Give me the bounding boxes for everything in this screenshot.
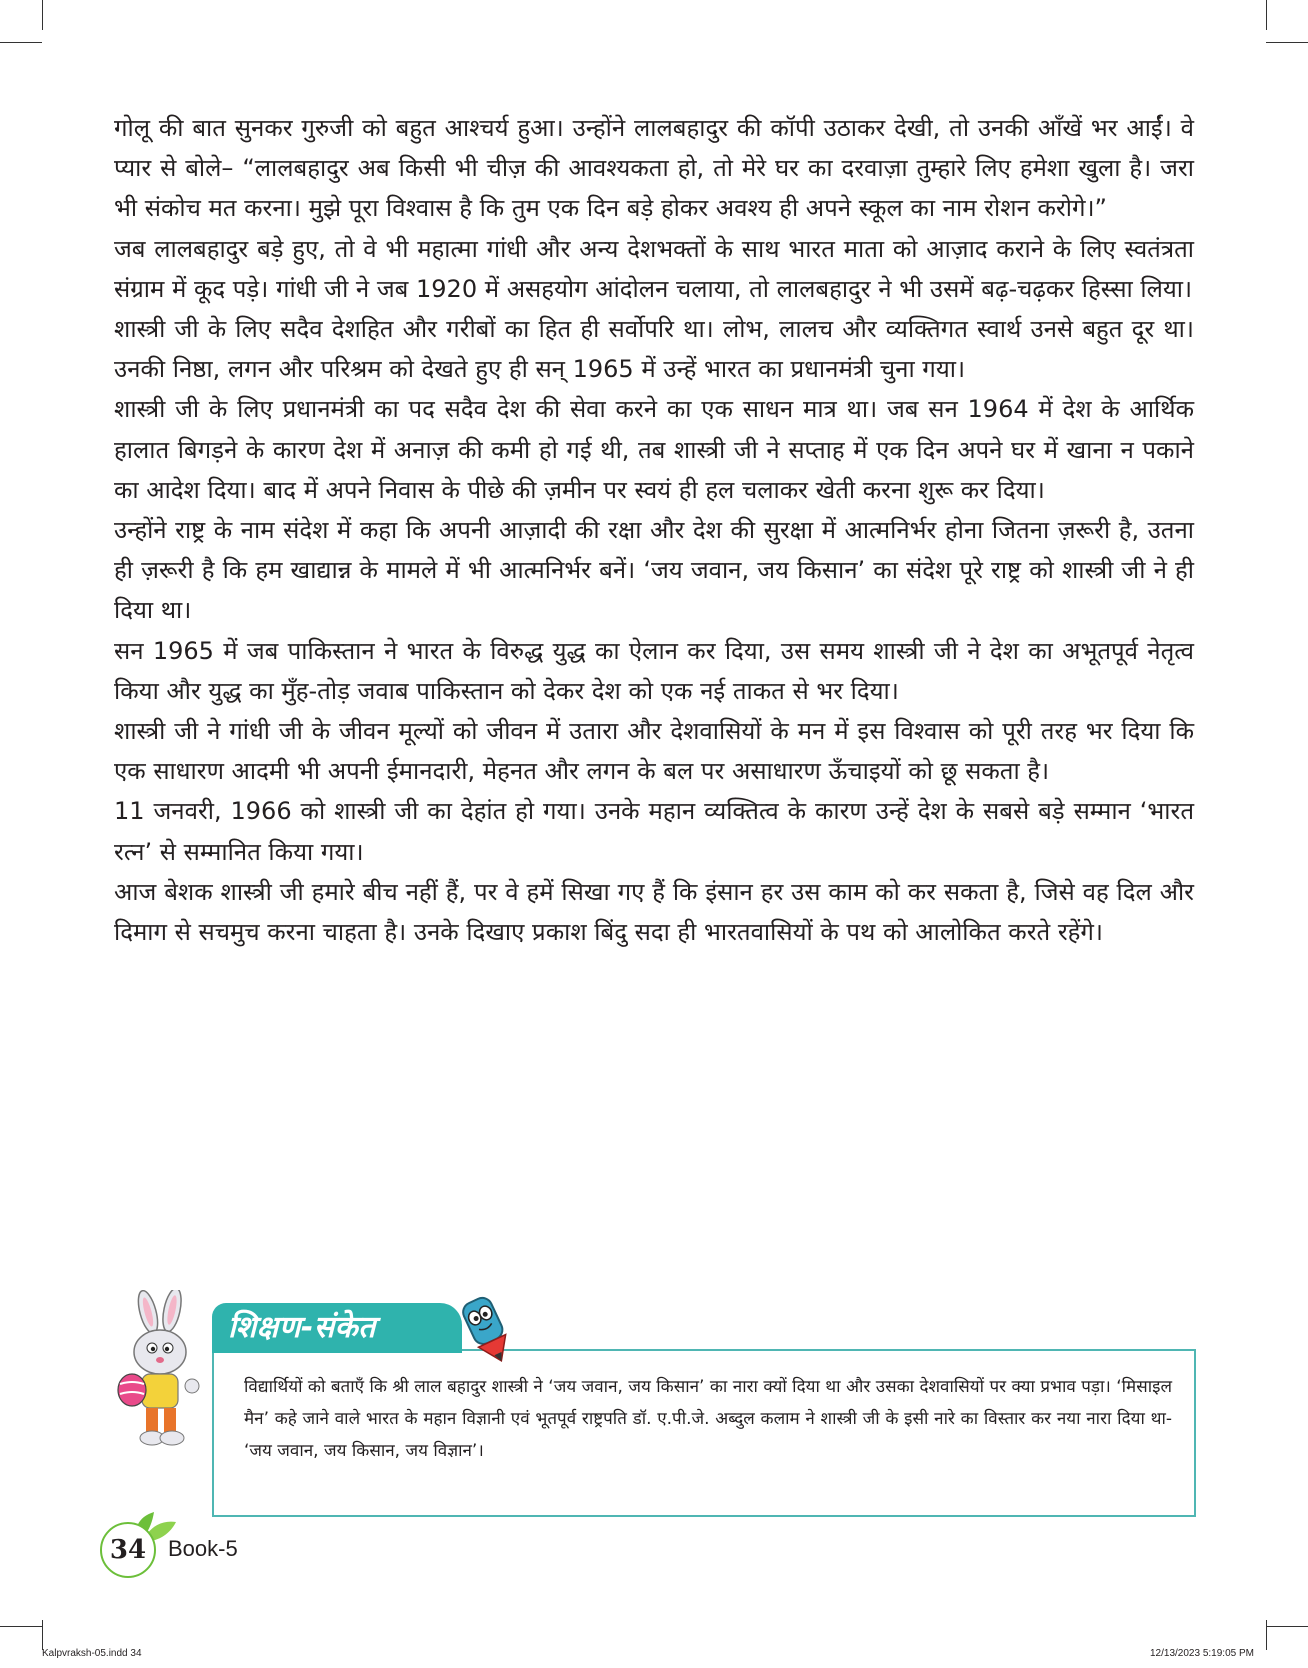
paragraph: जब लालबहादुर बड़े हुए, तो वे भी महात्मा गांधी और अन्य देशभक्तों के साथ भारत माता को आज़ाद कराने के लिए स्वतंत्रता संग्राम में कूद पड़े। गांधी जी ने जब 1920 में असहयोग आंदोलन चलाया, तो लालबहादुर ने भी उसमें बढ़-चढ़कर हिस्सा लिया। <box>114 234 1194 303</box>
crop-mark-top-left <box>42 0 43 30</box>
crop-mark-top-left-h <box>0 42 42 43</box>
crop-mark-bottom-right-h <box>1266 1626 1308 1627</box>
paragraph: उन्होंने राष्ट्र के नाम संदेश में कहा कि अपनी आज़ादी की रक्षा और देश की सुरक्षा में आत्मनिर्भर होना जितना ज़रूरी है, उतना ही ज़रूरी है कि हम खाद्यान्न के मामले में भी आत्मनिर्भर बनें। ‘जय जवान, जय किसान’ का संदेश पूरे राष्ट्र को शास्त्री जी ने ही दिया था। <box>114 516 1194 625</box>
crop-mark-top-right-h <box>1266 42 1308 43</box>
paragraph: आज बेशक शास्त्री जी हमारे बीच नहीं हैं, पर वे हमें सिखा गए हैं कि इंसान हर उस काम को कर सकता है, जिसे वह दिल और दिमाग से सचमुच करना चाहता है। उनके दिखाए प्रकाश बिंदु सदा ही भारतवासियों के पथ को आलोकित करते रहेंगे। <box>114 877 1194 947</box>
teaching-tip-title: शिक्षण-संकेत <box>212 1303 462 1353</box>
paragraph: गोलू की बात सुनकर गुरुजी को बहुत आश्चर्य हुआ। उन्होंने लालबहादुर की कॉपी उठाकर देखी, तो उनकी आँखें भर आईं। वे प्यार से बोले– “लालबहादुर अब किसी भी चीज़ की आवश्यकता हो, तो मेरे घर का दरवाज़ा तुम्हारे लिए हमेशा खुला है। जरा भी संकोच मत करना। मुझे पूरा विश्वास है कि तुम एक दिन बड़े होकर अवश्य ही अपने स्कूल का नाम रोशन करोगे।” <box>114 114 1194 223</box>
story-body <box>114 108 1194 952</box>
pencil-mascot-icon <box>452 1290 522 1370</box>
paragraph: शास्त्री जी ने गांधी जी के जीवन मूल्यों को जीवन में उतारा और देशवासियों के मन में इस विश्वास को पूरी तरह भर दिया कि एक साधारण आदमी भी अपनी ईमानदारी, मेहनत और लगन के बल पर असाधारण ऊँचाइयों को छू सकता है। <box>114 717 1194 786</box>
teaching-tip-text: विद्यार्थियों को बताएँ कि श्री लाल बहादुर शास्त्री ने ‘जय जवान, जय किसान’ का नारा क्यों दिया था और उसका देशवासियों पर क्या प्रभाव पड़ा। ‘मिसाइल मैन’ कहे जाने वाले भारत के महान विज्ञानी एवं भूतपूर्व राष्ट्रपति डॉ. ए.पी.जे. अब्दुल कलाम ने शास्त्री जी के इसी नारे का विस्तार कर नया नारा दिया था- ‘जय जवान, जय किसान, जय विज्ञान’। <box>244 1377 1172 1461</box>
slug-file: Kalpvraksh-05.indd 34 <box>42 1648 142 1659</box>
bunny-mascot-icon <box>110 1290 220 1460</box>
page-number: 34 <box>109 1535 147 1565</box>
crop-mark-top-right <box>1266 0 1267 30</box>
book-label: Book-5 <box>168 1536 238 1561</box>
paragraph: शास्त्री जी के लिए प्रधानमंत्री का पद सदैव देश की सेवा करने का एक साधन मात्र था। जब सन 1964 में देश के आर्थिक हालात बिगड़ने के कारण देश में अनाज़ की कमी हो गई थी, तब शास्त्री जी ने सप्ताह में एक दिन अपने घर में खाना न पकाने का आदेश दिया। बाद में अपने निवास के पीछे की ज़मीन पर स्वयं ही हल चलाकर खेती करना शुरू कर दिया। <box>114 395 1194 504</box>
page-number-badge <box>88 1508 178 1578</box>
slug-timestamp: 12/13/2023 5:19:05 PM <box>1150 1648 1254 1659</box>
crop-mark-bottom-left <box>42 1620 43 1650</box>
paragraph: 11 जनवरी, 1966 को शास्त्री जी का देहांत हो गया। उनके महान व्यक्तित्व के कारण उन्हें देश के सबसे बड़े सम्मान ‘भारत रत्न’ से सम्मानित किया गया। <box>114 797 1194 866</box>
paragraph: सन 1965 में जब पाकिस्तान ने भारत के विरुद्ध युद्ध का ऐलान कर दिया, उस समय शास्त्री जी ने देश का अभूतपूर्व नेतृत्व किया और युद्ध का मुँह-तोड़ जवाब पाकिस्तान को देकर देश को एक नई ताकत से भर दिया। <box>114 636 1194 705</box>
crop-mark-bottom-right <box>1266 1620 1267 1650</box>
crop-mark-bottom-left-h <box>0 1626 42 1627</box>
teaching-tip-box <box>212 1349 1196 1517</box>
paragraph: शास्त्री जी के लिए सदैव देशहित और गरीबों का हित ही सर्वोपरि था। लोभ, लालच और व्यक्तिगत स्वार्थ उनसे बहुत दूर था। उनकी निष्ठा, लगन और परिश्रम को देखते हुए ही सन् 1965 में उन्हें भारत का प्रधानमंत्री चुना गया। <box>114 315 1194 384</box>
